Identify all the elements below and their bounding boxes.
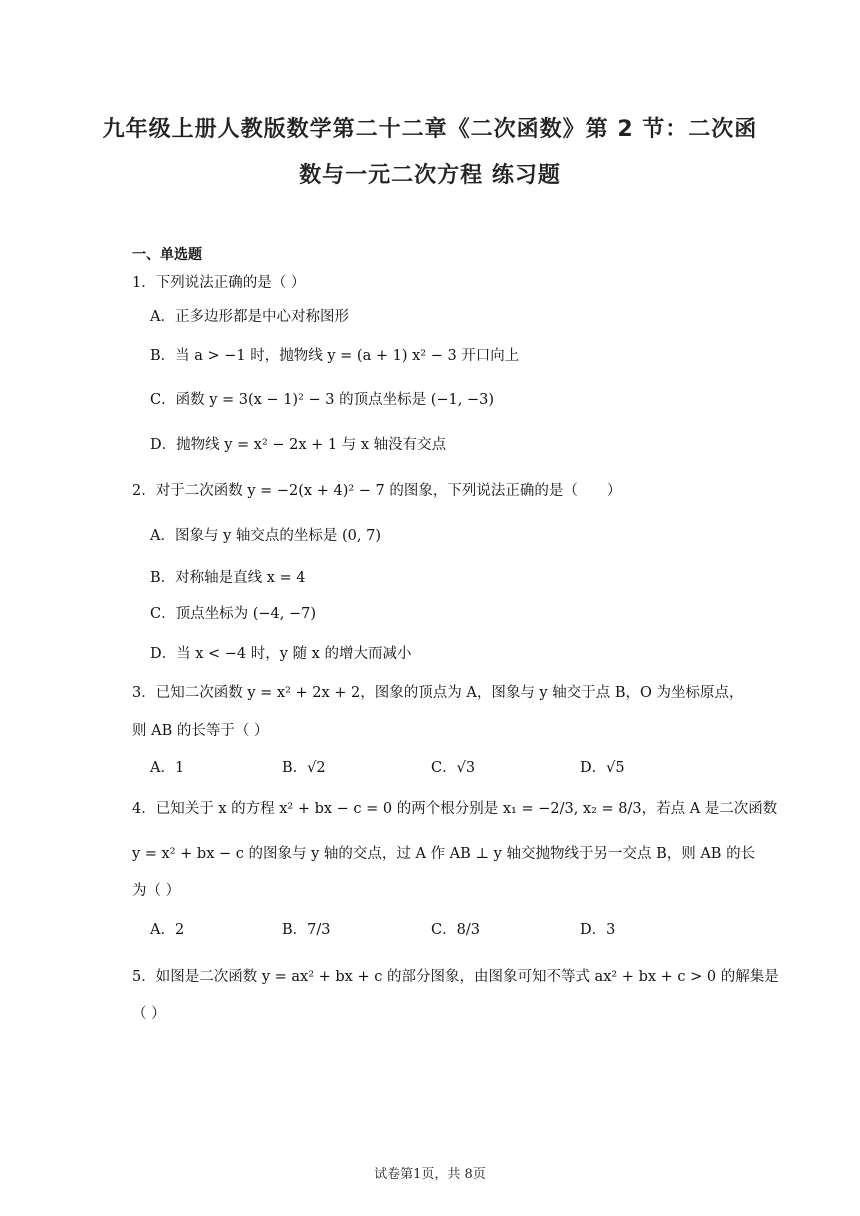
question-2-option-b: B．对称轴是直线 x = 4 bbox=[150, 570, 306, 586]
question-2-option-d: D．当 x < −4 时，y 随 x 的增大而减小 bbox=[150, 646, 412, 662]
question-4-stem-line1: 4．已知关于 x 的方程 x² + bx − c = 0 的两个根分别是 x₁ = −2/3, x₂ = 8/3，若点 A 是二次函数 bbox=[132, 801, 778, 817]
question-2-stem: 2．对于二次函数 y = −2(x + 4)² − 7 的图象，下列说法正确的是（ ） bbox=[132, 483, 622, 499]
question-3-option-c: C．√3 bbox=[431, 760, 476, 776]
question-1-option-c: C．函数 y = 3(x − 1)² − 3 的顶点坐标是 (−1, −3) bbox=[150, 392, 494, 408]
question-4-option-c: C．8/3 bbox=[431, 922, 480, 938]
question-1-option-b: B．当 a > −1 时，抛物线 y = (a + 1) x² − 3 开口向上 bbox=[150, 348, 520, 364]
page-footer: 试卷第1页，共 8页 bbox=[374, 1167, 486, 1182]
question-4-stem-line3: 为（ ） bbox=[132, 883, 181, 899]
page-title-line2: 数与一元二次方程 练习题 bbox=[299, 163, 561, 188]
question-2-option-a: A．图象与 y 轴交点的坐标是 (0, 7) bbox=[150, 528, 381, 544]
question-1-option-d: D．抛物线 y = x² − 2x + 1 与 x 轴没有交点 bbox=[150, 437, 447, 453]
question-3-option-b: B．√2 bbox=[282, 760, 326, 776]
page-title-line1: 九年级上册人教版数学第二十二章《二次函数》第 2 节：二次函 bbox=[102, 117, 758, 142]
question-4-stem-line2: y = x² + bx − c 的图象与 y 轴的交点，过 A 作 AB ⊥ y 轴交抛物线于另一交点 B，则 AB 的长 bbox=[132, 846, 756, 862]
question-3-option-d: D．√5 bbox=[580, 760, 625, 776]
question-1-option-a: A．正多边形都是中心对称图形 bbox=[150, 309, 349, 325]
question-4-option-d: D．3 bbox=[580, 922, 616, 938]
question-5-stem-line2: （ ） bbox=[132, 1006, 166, 1022]
question-2-option-c: C．顶点坐标为 (−4, −7) bbox=[150, 606, 316, 622]
section-heading: 一、单选题 bbox=[132, 247, 202, 263]
question-3-stem-line1: 3．已知二次函数 y = x² + 2x + 2，图象的顶点为 A，图象与 y 轴交于点 B，O 为坐标原点， bbox=[132, 685, 744, 701]
question-3-option-a: A．1 bbox=[150, 760, 185, 776]
question-1-stem: 1．下列说法正确的是（ ） bbox=[132, 275, 306, 291]
question-5-stem-line1: 5．如图是二次函数 y = ax² + bx + c 的部分图象，由图象可知不等式 ax² + bx + c > 0 的解集是 bbox=[132, 969, 779, 985]
question-3-stem-line2: 则 AB 的长等于（ ） bbox=[132, 723, 269, 739]
question-4-option-a: A．2 bbox=[150, 922, 185, 938]
question-4-option-b: B．7/3 bbox=[282, 922, 331, 938]
